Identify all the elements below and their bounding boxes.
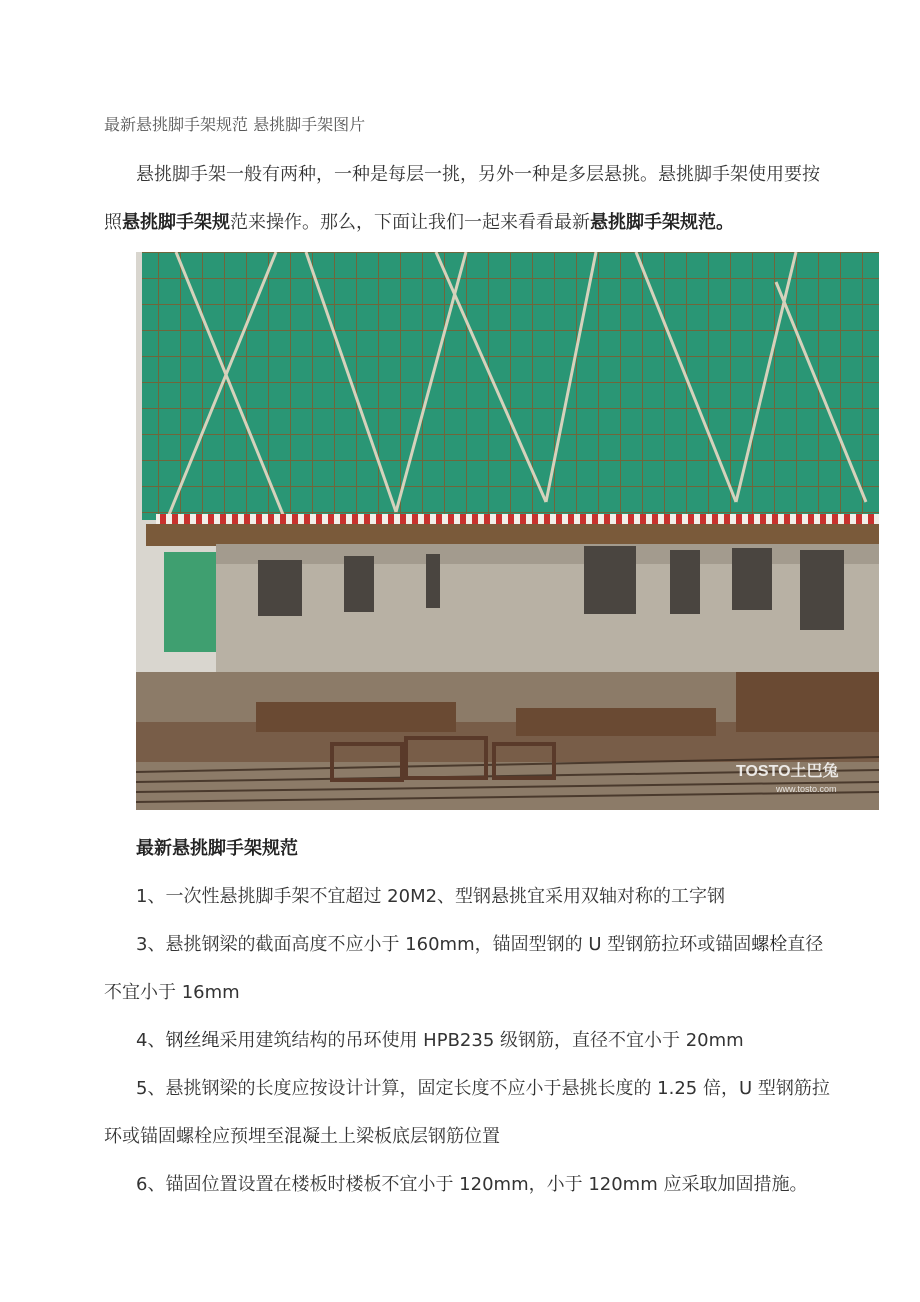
list-item-continued (104, 1122, 849, 1148)
item-text: 直径 (787, 934, 824, 955)
intro-line-1: 悬挑脚手架一般有两种，一种是每层一挑，另外一种是多层悬挑。悬挑脚手架使用要按 (136, 164, 820, 185)
scaffold-photo-illustration (136, 252, 879, 810)
keyword-link-concrete[interactable]: 混凝土 (284, 1126, 338, 1147)
list-item: 5、悬挑钢梁的长度应按设计计算，固定长度不应小于悬挑长度的 1.25 倍，U 型钢筋拉 (136, 1078, 830, 1099)
item-text: 4、 (136, 1030, 166, 1051)
keyword-link-bolt[interactable]: 螺栓 (751, 934, 788, 955)
intro-keyword: 悬挑脚手架规范。 (590, 212, 734, 233)
item-text: 3、悬挑钢梁的截面高度不应小于 160mm，锚固型钢的 U 型钢筋拉环或锚固 (136, 934, 752, 955)
section-title: 最新悬挑脚手架规范 (136, 838, 298, 859)
keyword-link-wire-rope[interactable]: 钢丝绳 (165, 1030, 220, 1051)
intro-text: 照 (104, 212, 122, 233)
photo-watermark: TOSTO土巴兔 (736, 763, 839, 780)
list-item: 1、一次性悬挑脚手架不宜超过 20M2、型钢悬挑宜采用双轴对称的工字钢 (136, 886, 726, 907)
intro-line-2 (104, 208, 849, 234)
intro-keyword-link[interactable]: 悬挑脚手架规 (122, 212, 230, 233)
photo-watermark-url: www.tosto.com (776, 784, 837, 794)
list-item-continued: 不宜小于 16mm (104, 982, 240, 1003)
item-text: 环或锚固螺栓应预埋至 (104, 1126, 284, 1147)
intro-text: 范来操作。那么，下面让我们一起来看看最新 (230, 212, 590, 233)
item-text: 上梁板底层钢筋位置 (338, 1126, 500, 1147)
scaffold-photo (136, 252, 879, 810)
item-text: 采用建筑结构的吊环使用 HPB235 级钢筋，直径不宜小于 20mm (219, 1030, 744, 1051)
document-title: 最新悬挑脚手架规范 悬挑脚手架图片 (104, 115, 366, 134)
list-item (136, 930, 881, 956)
list-item (136, 1026, 881, 1052)
list-item: 6、锚固位置设置在楼板时楼板不宜小于 120mm，小于 120mm 应采取加固措施。 (136, 1174, 808, 1195)
